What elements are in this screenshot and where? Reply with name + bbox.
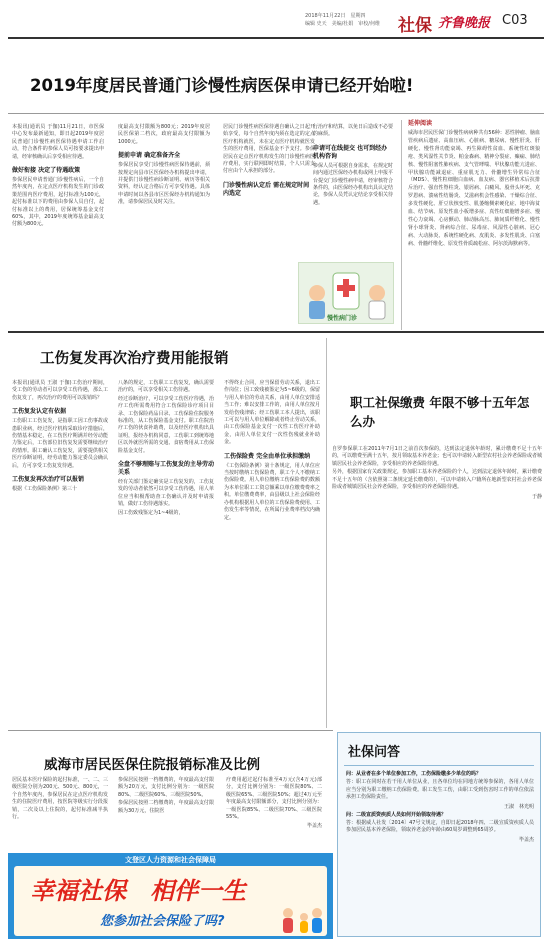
page-number: C03	[502, 13, 528, 28]
illustration-image	[298, 262, 394, 324]
question: 问：二级宣质资疾质人员如何开始领取待遇？	[346, 811, 447, 818]
section-title: 社保	[398, 16, 432, 36]
masthead	[0, 0, 550, 38]
subheading: 申请可在线提交 也可到经办机构咨询	[313, 144, 388, 160]
qa-box	[337, 732, 541, 937]
subheading: 工伤复发认定有依据	[12, 408, 67, 416]
subheading: 工伤保险费 完全由单位承担缴纳	[224, 452, 311, 460]
subheading: 工伤复发再次治疗可以报销	[12, 476, 85, 484]
qa-title: 社保问答	[348, 745, 401, 760]
signature: 王淑 林光明	[503, 803, 534, 810]
article-column: 本报讯(通讯员 王淑 于伽)工伤治疗期间，受工伤的劳动者可以享受工伤待遇，那么工伤复发了，再次治疗的费用可以报销吗？ 工伤复发认定有依据 工伤职工工伤复发，是指职工因工伤事故或患职业病，经过医疗机构采取诊疗措施后，伤情基本稳定，在工伤医疗期满并经劳动能力鉴定后，工伤部位旧伤复发需要继续治疗的情形。职工确认工伤复发，需要提供相关医疗诊断证明，经劳动能力鉴定委员会确认后，方可享受工伤复发待遇。 工伤复发再次治疗可以报销 根据《工伤保险条例》第三十	[12, 380, 108, 493]
subheading: 全盘不够理赔与工伤复发的主导劳动关系	[118, 461, 215, 477]
author: 毕盖杰	[518, 836, 534, 843]
article-column: 疗费用超过起付标准至4万元(含4万元)部分，支付比例分别为：一级医院80%、二级医院65%、三级医院50%；超过4万元至年度最高支付限额部分，支付比例分别为：一级医院85%、二级医院70%、三级医院55%。 毕盖杰	[226, 777, 322, 830]
author: 于静	[531, 494, 542, 501]
divider	[8, 331, 544, 333]
divider	[401, 120, 402, 330]
article-column: 居民门诊慢性病医保待遇自确认之日起开始享受，每个自然年度内须在选定的定点医疗机构就医，未在定点医疗机构就医发生的医疗费用，医保基金不予支付。参保居民在定点医疗机构发生的门诊慢性病医疗费用，实行联网即时结算，个人只需支付应由个人承担的部分。 门诊慢性病认定后 需在规定时间内选定	[223, 124, 315, 197]
ad-tagline: 您参加社会保险了吗?	[100, 914, 225, 929]
sidebar-title: 延伸阅读	[408, 120, 433, 127]
article-title: 职工社保缴费 年限不够十五年怎么办	[350, 395, 530, 429]
ad-banner	[8, 853, 333, 939]
article-column: 不得终止合同，应当保留劳动关系，退出工作岗位；因工致残被鉴定为5~6级的，保留与用人单位的劳动关系，由用人单位安排适当工作；难以安排工作的，由用人单位按月发给伤残津贴；经工伤职工本人提出，该职工可以与用人单位解除或者终止劳动关系，由工伤保险基金支付一次性工伤医疗补助金，由用人单位支付一次性伤残就业补助金。 工伤保险费 完全由单位承担缴纳 《工伤保险条例》第十条规定，用人单位应当按时缴纳工伤保险费，职工个人不缴纳工伤保险费。用人单位缴纳工伤保险费的数额为本单位职工工资总额乘以单位缴费费率之积。单位缴费费率，由县级以上社会保险经办机构根据用人单位的工伤保险费使用、工伤发生率等情况，在所属行业费率档次内确定。	[224, 380, 320, 521]
article-column: 自罗参保职工在2011年7月1日之前首次参保的，达到法定退休年龄时，累计缴费不足十五年的，可以缴费至满十五年，按月领取基本养老金；也可以申请转入新型农村社会养老保险或者城镇居民社会养老保险，享受相应的养老保险待遇。 另外，根据国家有关政策规定，参加职工基本养老保险的个人，达到法定退休年龄时，累计缴费不足十五年的（含依照第二条规定延长缴费的），可以申请转入户籍所在地新型农村社会养老保险或者城镇居民社会养老保险，享受相应的养老保险待遇。 于静	[332, 446, 543, 501]
article-column: 居民基本医疗保险的起付标准，一、二、三级医院分别为200元、500元、800元，一个自然年度内，参保居民在定点医疗机构发生的住院医疗费用，按医院等级实行分段报销，二次及以上住院的，起付标准减半执行。	[12, 777, 108, 821]
article-column: 八条的规定，工伤职工工伤复发，确认需要治疗的，可以享受相关工伤待遇。 经过诊断治疗，可以享受工伤医疗待遇，治疗工伤所需费用符合工伤保险诊疗项目目录、工伤保险药品目录、工伤保险住院服务标准的，从工伤保险基金支付。职工住院治疗工伤的伙食补助费，以及经医疗机构出具证明，报经办机构同意，工伤职工到统筹地区以外就医所需的交通、食宿费用从工伤保险基金支付。 全盘不够理赔与工伤复发的主导劳动关系 经有关部门鉴定确实是工伤复发的，工伤复发的劳动者依然可以享受工伤待遇，用人单位应当积极帮助查工伤确认并及时申请报销，做好工伤待遇落实。 因工伤致残鉴定为1~4级的，	[118, 380, 215, 516]
author: 毕盖杰	[306, 823, 322, 830]
article-title: 2019年度居民普通门诊慢性病医保申请已经开始啦!	[30, 76, 414, 95]
masthead-editors: 编辑 史天 美编/杜娟 审校/何维	[305, 21, 380, 27]
divider	[326, 338, 327, 728]
subheading: 做好衔接 决定了待遇政策	[12, 167, 81, 175]
article-column: 本报讯(通讯员 于伽)11月21日，市医保中心发布最新通知，即日起2019年度居民普通门诊慢性病医保待遇申请工作启动，符合条件的参保人员可按要求提出申请，经审核确认后享受相应待遇。 做好衔接 决定了待遇政策 参保居民申请普通门诊慢性病后，一个自然年度内，在定点医疗机构发生的门诊政策范围内医疗费用，起付标准为100元，起付标准以下的费用由参保人员自付，起付标准以上的费用，居保统筹基金支付60%，其中，2019年度统筹基金最高支付额为800元。	[12, 124, 104, 228]
article-column: 参保居民按照一档缴费的，年度最高支付限额为20万元，支付比例分别为：一级医院80%、二级医院60%、三级医院50%。 参保居民按照二档缴费的，年度最高支付限额为30万元，住院医	[118, 777, 214, 814]
subheading: 门诊慢性病认定后 需在规定时间内选定	[223, 181, 310, 197]
article-title: 威海市居民医保住院报销标准及比例	[44, 757, 260, 773]
family-illustration-icon	[276, 905, 324, 935]
image-caption: 慢性病门诊	[327, 315, 358, 322]
article-column: 度最高支付限额为800元；2019年度居民医保第二档次，政府最高支付限额为1000元。 提前申请 确定准备齐全 参保居民享受门诊慢性病医保待遇前，须按规定向县市区医保经办机构提出申请，并提供门诊慢性病诊断证明、病历等相关资料，经认定合格后方可享受待遇。具体申请时间以各县市区医保经办机构通知为准，请参保居民及时关注。	[118, 124, 210, 206]
article-column: 行治疗和结算，以免日后造成不必要的麻烦。 申请可在线提交 也可到经办机构咨询 参保人员可根据自身需求，在规定时间内通过医保经办机构或网上申报平台提交门诊慢性病申请，经审核符合条件的，由医保经办机构出具认定结论，参保人员凭认定结论享受相关待遇。	[313, 124, 394, 206]
divider	[8, 113, 544, 114]
divider	[344, 765, 534, 766]
ad-slogan: 幸福社保 相伴一生	[30, 876, 246, 905]
masthead-date: 2018年11月22日 星期四	[305, 13, 366, 19]
answer: 答：职工在同时在若干用人单位从业，且各单位均在同地方统筹参保的，各用人单位应当分别为职工缴纳工伤保险费。职工发生工伤，由职工受到伤害时工作的单位依法承担工伤保险责任。	[346, 779, 534, 801]
answer: 答：根据威人社发〔2014〕47号文规定，自即日起2018年四、二级宣质资疾质人员参加居民基本养老保险，领取养老金的年龄由60周岁调整到65周岁。	[346, 820, 534, 834]
ad-header: 文登区人力资源和社会保障局	[125, 856, 216, 864]
masthead-rule	[8, 37, 544, 39]
paper-logo: 齐鲁晚报	[438, 16, 491, 31]
sidebar: 延伸阅读 威海市居民医保门诊慢性病病种共有56种：恶性肿瘤、脑血管疾病后遗症、高血压病、心脏病、糖尿病、慢性肝炎、肝硬化、慢性肾功能衰竭、再生障碍性贫血、系统性红斑狼疮、类风湿性关节炎、帕金森病、精神分裂症、癫痫、肺结核、慢性阻塞性肺疾病、支气管哮喘、甲状腺功能亢进症、甲状腺功能减退症、重症肌无力、骨髓增生异常综合征（MDS）、慢性粒细胞白血病、血友病、器官移植术后抗排斥治疗、强直性脊柱炎、银屑病、白癜风、股骨头坏死、克罗恩病、溃疡性结肠炎、艾滋病机会性感染、干燥综合征、多发性硬化、肝豆状核变性、肌萎缩侧索硬化症、地中海贫血、结节病、原发性血小板增多症、真性红细胞增多症、慢性心力衰竭、心房颤动、肺动脉高压、肺间质纤维化、慢性肾小球肾炎、肾病综合征、尿毒症、风湿性心脏病、冠心病、大动脉炎、系统性硬化病、皮肌炎、多发性肌炎、白塞病、骨髓纤维化、原发性骨质疏松症、阿尔茨海默病等。	[408, 120, 540, 247]
subheading: 提前申请 确定准备齐全	[118, 152, 181, 160]
qa-content	[346, 771, 534, 843]
article-title: 工伤复发再次治疗费用能报销	[40, 351, 229, 367]
divider	[8, 730, 333, 731]
question: 问：从业者在多个单位参加工作，工伤保险缴多少单位的吗？	[346, 771, 482, 777]
